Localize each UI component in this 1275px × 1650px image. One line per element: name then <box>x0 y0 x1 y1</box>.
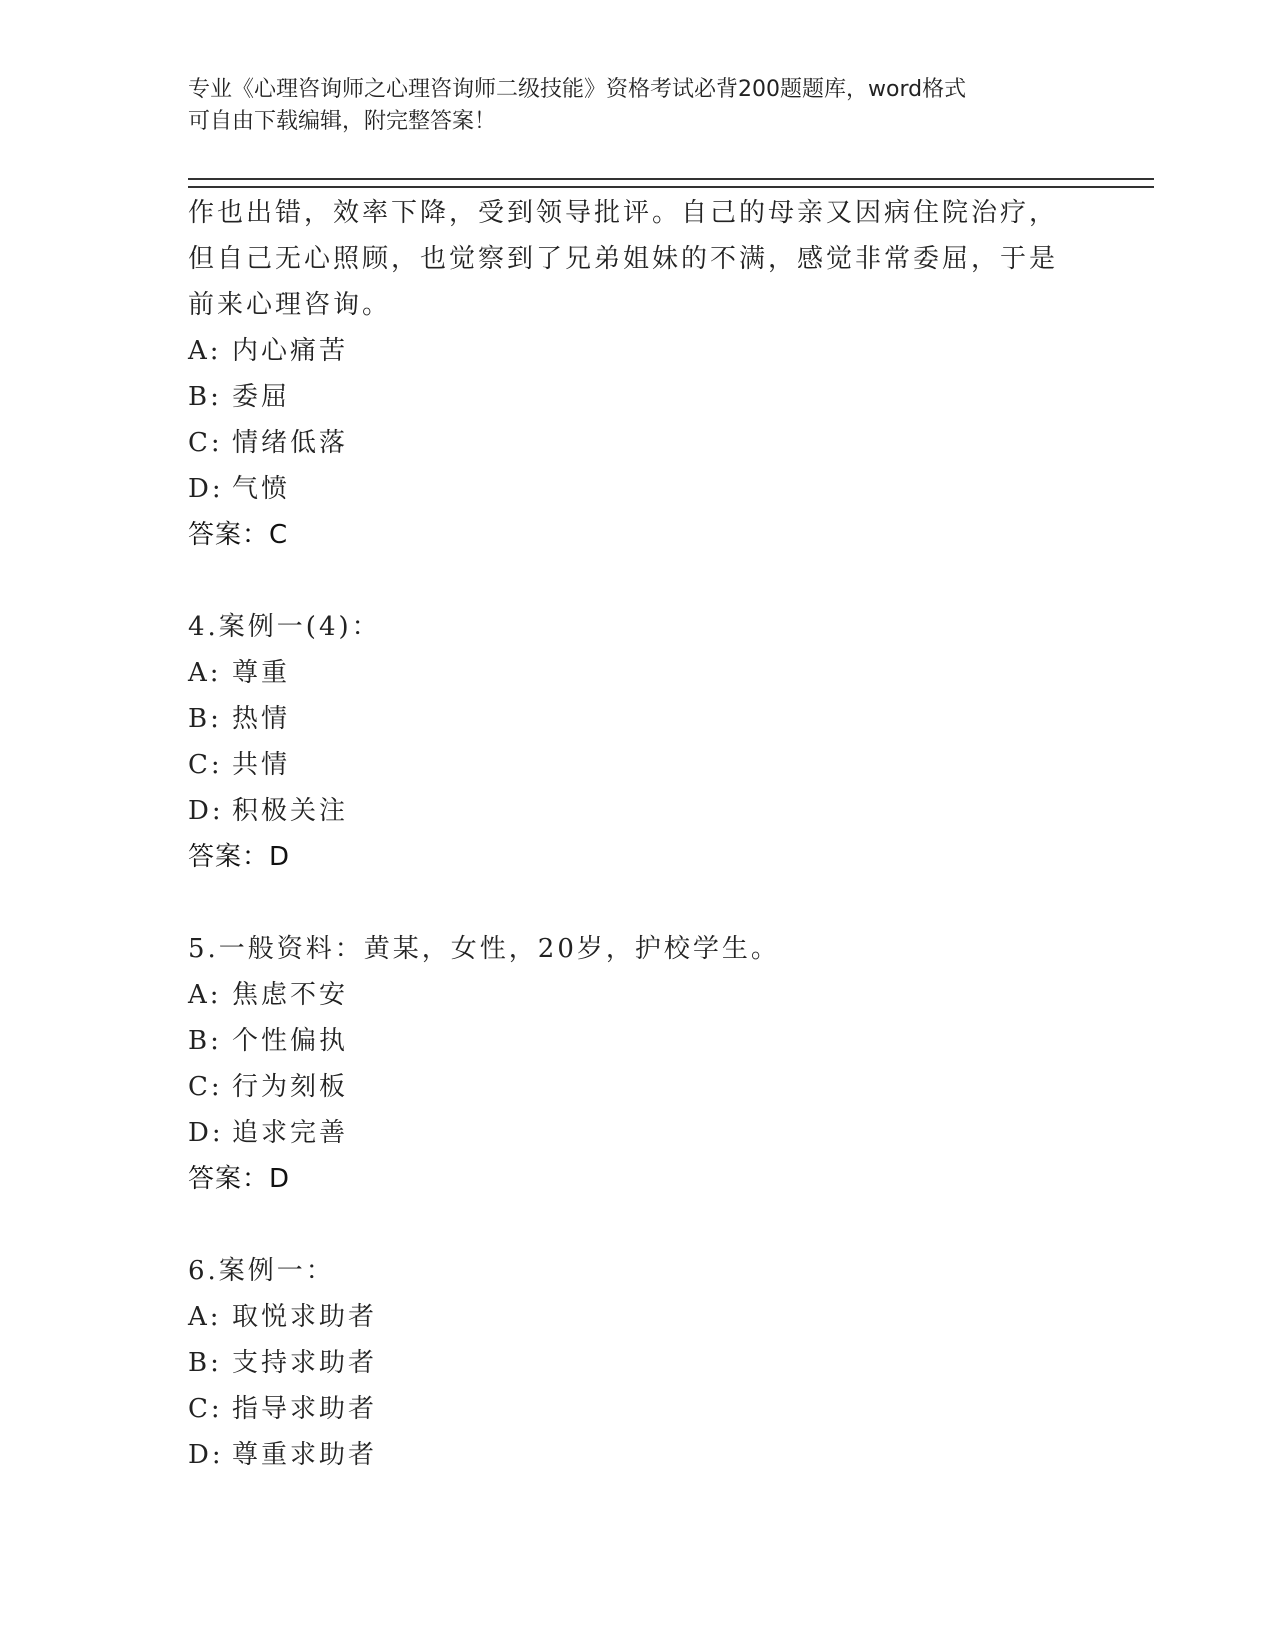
option-text: 焦虑不安 <box>232 980 349 1010</box>
option-letter: B: <box>188 1026 222 1056</box>
question-3-option-c <box>188 420 1088 466</box>
option-text: 委屈 <box>232 382 291 412</box>
option-letter: C: <box>188 1394 223 1424</box>
question-3-option-b <box>188 374 1088 420</box>
question-6-option-c <box>188 1386 1088 1432</box>
question-3-answer: 答案：C <box>188 520 289 550</box>
option-letter: D: <box>188 1118 224 1148</box>
question-4 <box>188 604 1088 880</box>
question-4-option-a <box>188 650 1088 696</box>
option-text: 个性偏执 <box>232 1026 349 1056</box>
option-letter: B: <box>188 382 222 412</box>
page-header <box>188 74 1088 138</box>
option-letter: D: <box>188 474 224 504</box>
question-6 <box>188 1248 1088 1478</box>
question-3-stem-line-2: 但自己无心照顾，也觉察到了兄弟姐妹的不满，感觉非常委屈，于是 <box>188 244 1059 274</box>
question-4-option-d <box>188 788 1088 834</box>
question-5-answer: 答案：D <box>188 1164 291 1194</box>
question-3 <box>188 190 1088 558</box>
question-3-option-a <box>188 328 1088 374</box>
option-text: 指导求助者 <box>232 1394 378 1424</box>
question-5-option-b <box>188 1018 1088 1064</box>
option-text: 情绪低落 <box>232 428 349 458</box>
question-5-stem: 5.一般资料：黄某，女性，20岁，护校学生。 <box>188 934 780 964</box>
question-5-option-d <box>188 1110 1088 1156</box>
spacer <box>188 880 1088 926</box>
question-list <box>188 190 1088 1478</box>
option-text: 追求完善 <box>232 1118 349 1148</box>
question-6-option-b <box>188 1340 1088 1386</box>
option-text: 尊重 <box>232 658 291 688</box>
option-text: 共情 <box>232 750 291 780</box>
question-5-option-c <box>188 1064 1088 1110</box>
header-divider <box>188 178 1154 188</box>
option-letter: B: <box>188 704 222 734</box>
question-6-stem: 6.案例一： <box>188 1256 335 1286</box>
header-title-line-2: 可自由下载编辑，附完整答案！ <box>188 109 497 134</box>
question-3-stem-line-1: 作也出错，效率下降，受到领导批评。自己的母亲又因病住院治疗， <box>188 198 1059 228</box>
option-letter: A: <box>188 980 222 1010</box>
option-letter: A: <box>188 336 222 366</box>
option-letter: C: <box>188 750 223 780</box>
option-text: 行为刻板 <box>232 1072 349 1102</box>
question-4-option-c <box>188 742 1088 788</box>
spacer <box>188 558 1088 604</box>
option-letter: A: <box>188 1302 222 1332</box>
option-text: 积极关注 <box>232 796 349 826</box>
option-letter: C: <box>188 1072 223 1102</box>
option-letter: C: <box>188 428 223 458</box>
option-letter: B: <box>188 1348 222 1378</box>
option-text: 热情 <box>232 704 291 734</box>
option-letter: D: <box>188 1440 224 1470</box>
question-4-answer: 答案：D <box>188 842 291 872</box>
question-3-option-d <box>188 466 1088 512</box>
option-text: 取悦求助者 <box>232 1302 378 1332</box>
option-text: 尊重求助者 <box>232 1440 378 1470</box>
question-6-option-d <box>188 1432 1088 1478</box>
question-5-option-a <box>188 972 1088 1018</box>
question-6-option-a <box>188 1294 1088 1340</box>
question-4-option-b <box>188 696 1088 742</box>
option-letter: A: <box>188 658 222 688</box>
option-text: 内心痛苦 <box>232 336 349 366</box>
header-title-line-1: 专业《心理咨询师之心理咨询师二级技能》资格考试必背200题题库，word格式 <box>188 77 967 102</box>
spacer <box>188 1202 1088 1248</box>
question-4-stem: 4.案例一(4)： <box>188 612 381 642</box>
option-letter: D: <box>188 796 224 826</box>
option-text: 气愤 <box>232 474 291 504</box>
question-3-stem-line-3: 前来心理咨询。 <box>188 290 392 320</box>
question-5 <box>188 926 1088 1202</box>
option-text: 支持求助者 <box>232 1348 378 1378</box>
